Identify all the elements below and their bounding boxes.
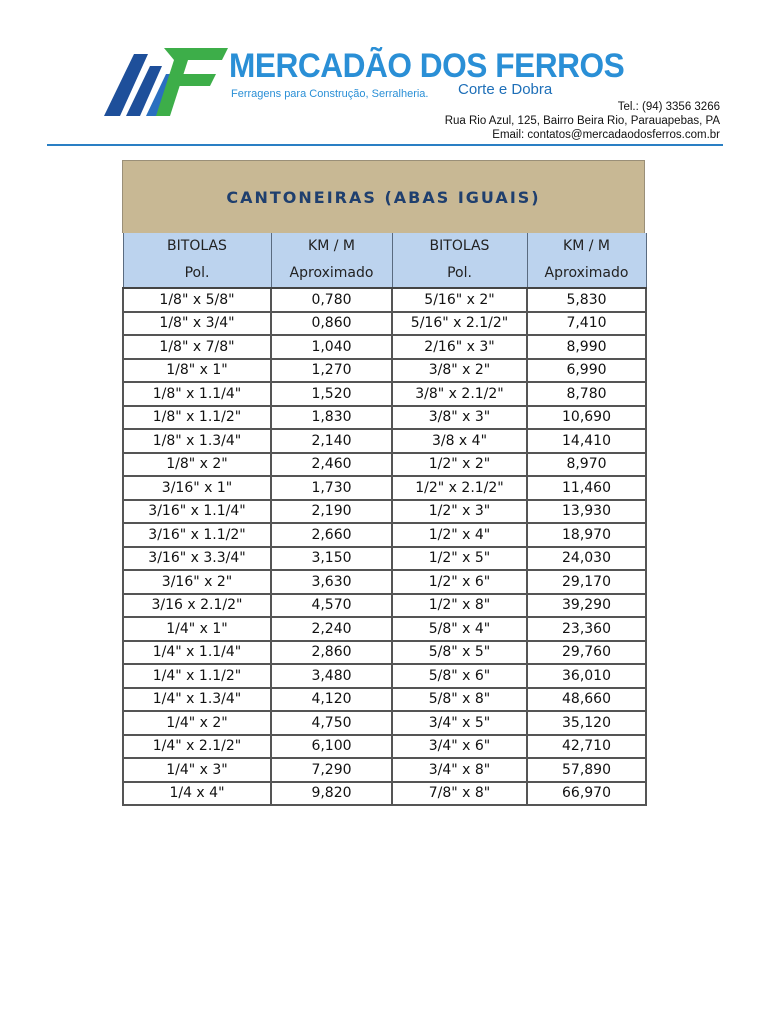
table-cell: 5/16" x 2.1/2" [392,312,527,336]
table-cell: 1,040 [271,335,392,359]
table-cell: 8,990 [527,335,646,359]
table-title-box [122,160,645,233]
table-cell: 5,830 [527,288,646,312]
table-cell: 2,140 [271,429,392,453]
table-cell: 29,760 [527,641,646,665]
table-cell: 3/16" x 3.3/4" [123,547,271,571]
table-cell: 1/4" x 1.1/2" [123,664,271,688]
table-cell: 13,930 [527,500,646,524]
table-cell: 11,460 [527,476,646,500]
table-row [123,382,646,406]
table-cell: 3/16 x 2.1/2" [123,594,271,618]
table-cell: 3/16" x 1.1/4" [123,500,271,524]
table-row [123,500,646,524]
table-cell: 1/8" x 1.1/4" [123,382,271,406]
table-row [123,406,646,430]
table-row [123,735,646,759]
header-kmm-1: KM / M [271,233,392,260]
table-row [123,641,646,665]
table-cell: 29,170 [527,570,646,594]
table-cell: 4,570 [271,594,392,618]
table-cell: 14,410 [527,429,646,453]
table-cell: 1/2" x 4" [392,523,527,547]
table-cell: 1/4 x 4" [123,782,271,806]
table-cell: 48,660 [527,688,646,712]
table-cell: 3/4" x 5" [392,711,527,735]
table-row [123,617,646,641]
table-cell: 8,970 [527,453,646,477]
table-cell: 42,710 [527,735,646,759]
table-cell: 1/4" x 1" [123,617,271,641]
table-row [123,688,646,712]
table-cell: 1/8" x 2" [123,453,271,477]
table-cell: 1/8" x 5/8" [123,288,271,312]
table-cell: 1/8" x 1.3/4" [123,429,271,453]
table-cell: 18,970 [527,523,646,547]
table-cell: 4,120 [271,688,392,712]
table-cell: 6,100 [271,735,392,759]
table-cell: 1/8" x 3/4" [123,312,271,336]
table-row [123,312,646,336]
table-cell: 1/8" x 1" [123,359,271,383]
mf-logo-icon [104,44,228,120]
table-row [123,594,646,618]
table-row [123,547,646,571]
table-row [123,429,646,453]
table-cell: 3/8" x 2" [392,359,527,383]
header-bitolas-2: BITOLAS [392,233,527,260]
table-cell: 5/8" x 5" [392,641,527,665]
table-row [123,664,646,688]
table-cell: 5/16" x 2" [392,288,527,312]
table-cell: 1/2" x 3" [392,500,527,524]
letterhead [0,0,768,150]
table-row [123,711,646,735]
header-bitolas-1: BITOLAS [123,233,271,260]
table-cell: 1/4" x 2.1/2" [123,735,271,759]
table-cell: 1/4" x 1.3/4" [123,688,271,712]
table-cell: 7/8" x 8" [392,782,527,806]
table-row [123,453,646,477]
table-cell: 57,890 [527,758,646,782]
table-cell: 2,860 [271,641,392,665]
table-cell: 35,120 [527,711,646,735]
brand-subtitle: Corte e Dobra [458,81,553,98]
table-row [123,782,646,806]
brand-tagline: Ferragens para Construção, Serralheria. [231,88,429,100]
contact-info [445,100,720,142]
subheader-aprox-2: Aproximado [527,260,646,288]
subheader-aprox-1: Aproximado [271,260,392,288]
table-row [123,335,646,359]
table-cell: 66,970 [527,782,646,806]
address-text: Rua Rio Azul, 125, Bairro Beira Rio, Parauapebas, PA [444,115,720,127]
table-row [123,523,646,547]
table-row [123,758,646,782]
table-cell: 2,240 [271,617,392,641]
table-cell: 6,990 [527,359,646,383]
table-row [123,476,646,500]
cantoneiras-table-block [122,160,645,806]
table-cell: 1/2" x 5" [392,547,527,571]
table-cell: 1,830 [271,406,392,430]
table-cell: 1,730 [271,476,392,500]
table-cell: 3/16" x 2" [123,570,271,594]
table-cell: 39,290 [527,594,646,618]
table-cell: 1/2" x 8" [392,594,527,618]
subheader-pol-2: Pol. [392,260,527,288]
table-cell: 2/16" x 3" [392,335,527,359]
table-cell: 1,270 [271,359,392,383]
table-body [123,288,646,805]
table-cell: 8,780 [527,382,646,406]
table-cell: 1/4" x 3" [123,758,271,782]
table-cell: 3,630 [271,570,392,594]
table-cell: 1/4" x 1.1/4" [123,641,271,665]
table-cell: 1/2" x 6" [392,570,527,594]
table-cell: 5/8" x 4" [392,617,527,641]
table-cell: 7,290 [271,758,392,782]
table-cell: 3/4" x 6" [392,735,527,759]
table-cell: 1/2" x 2.1/2" [392,476,527,500]
table-cell: 9,820 [271,782,392,806]
table-cell: 24,030 [527,547,646,571]
table-cell: 7,410 [527,312,646,336]
table-cell: 5/8" x 8" [392,688,527,712]
table-cell: 2,190 [271,500,392,524]
header-kmm-2: KM / M [527,233,646,260]
table-cell: 1/4" x 2" [123,711,271,735]
table-cell: 3/8 x 4" [392,429,527,453]
table-cell: 3,480 [271,664,392,688]
table-cell: 3/8" x 3" [392,406,527,430]
table-row [123,359,646,383]
subheader-pol-1: Pol. [123,260,271,288]
table-cell: 3/16" x 1.1/2" [123,523,271,547]
table-cell: 2,460 [271,453,392,477]
phone-text: Tel.: (94) 3356 3266 [617,101,720,113]
header-divider [47,144,723,146]
table-title: CANTONEIRAS (ABAS IGUAIS) [226,187,541,207]
table-cell: 1/8" x 7/8" [123,335,271,359]
table-cell: 3/16" x 1" [123,476,271,500]
email-text: Email: contatos@mercadaodosferros.com.br [492,129,720,141]
table-cell: 23,360 [527,617,646,641]
table-cell: 3/4" x 8" [392,758,527,782]
table-row [123,570,646,594]
table-cell: 3/8" x 2.1/2" [392,382,527,406]
table-cell: 1/2" x 2" [392,453,527,477]
table-cell: 0,860 [271,312,392,336]
table-cell: 36,010 [527,664,646,688]
table-cell: 0,780 [271,288,392,312]
table-cell: 1,520 [271,382,392,406]
table-cell: 4,750 [271,711,392,735]
table-cell: 10,690 [527,406,646,430]
cantoneiras-table [122,233,647,806]
table-cell: 5/8" x 6" [392,664,527,688]
table-row [123,288,646,312]
table-cell: 2,660 [271,523,392,547]
table-cell: 3,150 [271,547,392,571]
table-cell: 1/8" x 1.1/2" [123,406,271,430]
brand-name: MERCADÃO DOS FERROS [229,47,625,85]
